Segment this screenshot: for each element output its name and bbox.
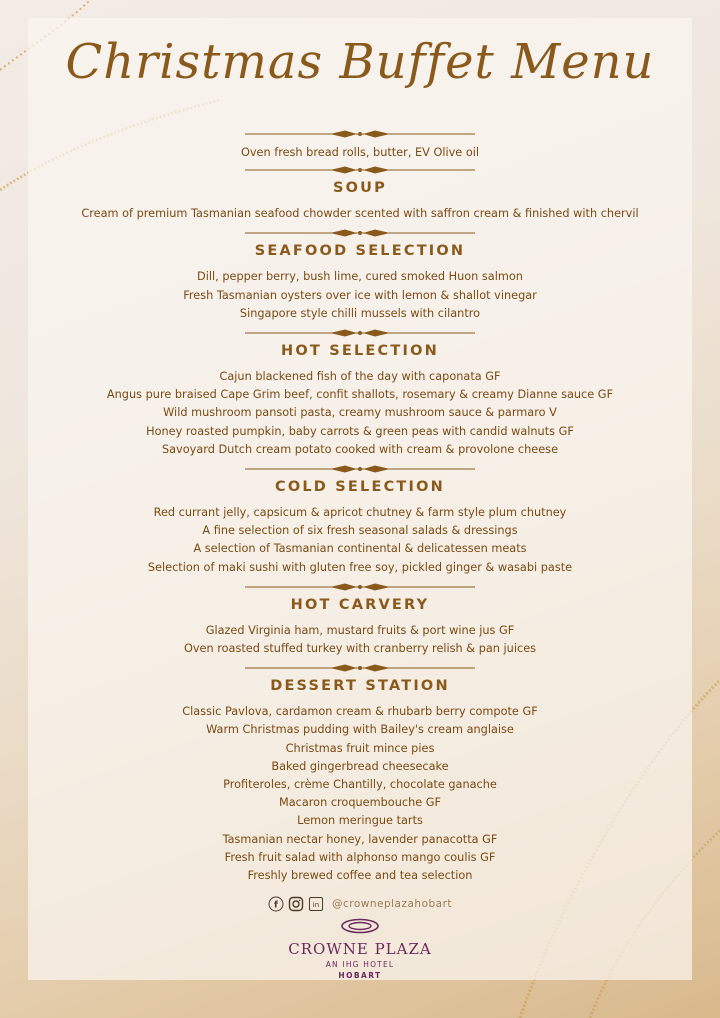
menu-item: Freshly brewed coffee and tea selection xyxy=(247,869,473,883)
menu-section xyxy=(0,327,720,459)
menu-item: Wild mushroom pansoti pasta, creamy mushroom sauce & parmaro V xyxy=(163,406,557,420)
menu-item: Fresh fruit salad with alphonso mango coulis GF xyxy=(224,850,496,864)
social-bar xyxy=(0,896,720,912)
menu-item: Cajun blackened fish of the day with caponata GF xyxy=(219,370,501,384)
ornament-divider xyxy=(0,164,720,176)
menu-title: Christmas Buffet Menu xyxy=(65,34,655,90)
menu-item: Profiteroles, crème Chantilly, chocolate ganache xyxy=(223,778,497,792)
menu-item: A fine selection of six fresh seasonal salads & dressings xyxy=(202,524,518,538)
facebook-icon[interactable] xyxy=(268,896,284,912)
menu-item: Red currant jelly, capsicum & apricot chutney & farm style plum chutney xyxy=(153,506,567,520)
menu-body xyxy=(0,126,720,889)
logo-city: HOBART xyxy=(338,971,382,980)
menu-item: Classic Pavlova, cardamon cream & rhubarb berry compote GF xyxy=(182,705,538,719)
crown-logo-icon xyxy=(340,918,380,934)
section-heading: DESSERT STATION xyxy=(270,678,450,695)
svg-text:f: f xyxy=(274,900,278,911)
section-heading: SOUP xyxy=(333,180,387,197)
menu-item: Macaron croquembouche GF xyxy=(278,796,442,810)
menu-item: Oven roasted stuffed turkey with cranberry relish & pan juices xyxy=(183,642,537,656)
instagram-icon[interactable] xyxy=(288,896,304,912)
menu-item: Baked gingerbread cheesecake xyxy=(271,759,449,773)
section-heading: HOT SELECTION xyxy=(281,343,439,360)
menu-item: Angus pure braised Cape Grim beef, confit shallots, rosemary & creamy Dianne sauce GF xyxy=(106,388,614,402)
ornament-divider xyxy=(0,227,720,239)
menu-section xyxy=(0,662,720,885)
ornament-divider xyxy=(0,463,720,475)
menu-item: Fresh Tasmanian oysters over ice with lemon & shallot vinegar xyxy=(183,288,537,302)
social-handle: @crowneplazahobart xyxy=(331,898,453,910)
ornament-divider xyxy=(0,662,720,674)
menu-item: Cream of premium Tasmanian seafood chowder scented with saffron cream & finished with chervil xyxy=(81,207,639,221)
menu-section xyxy=(0,164,720,223)
menu-item: Singapore style chilli mussels with cilantro xyxy=(239,306,481,320)
menu-item: A selection of Tasmanian continental & delicatessen meats xyxy=(193,542,527,556)
menu-section xyxy=(0,227,720,323)
menu-item: Dill, pepper berry, bush lime, cured smoked Huon salmon xyxy=(197,270,523,284)
menu-item: Warm Christmas pudding with Bailey's cream anglaise xyxy=(206,723,514,737)
linkedin-icon[interactable] xyxy=(308,896,324,912)
logo-sub: AN IHG HOTEL xyxy=(325,960,395,969)
svg-text:in: in xyxy=(312,901,320,909)
menu-section xyxy=(0,581,720,658)
crowne-plaza-logo xyxy=(0,918,720,980)
menu-section xyxy=(0,463,720,577)
menu-item: Savoyard Dutch cream potato cooked with cream & provolone cheese xyxy=(161,442,559,456)
ornament-divider xyxy=(0,128,720,140)
intro-item: Oven fresh bread rolls, butter, EV Olive oil xyxy=(240,146,480,159)
section-heading: COLD SELECTION xyxy=(275,479,445,496)
ornament-divider xyxy=(0,327,720,339)
ornament-divider xyxy=(0,581,720,593)
section-heading: HOT CARVERY xyxy=(290,596,430,613)
menu-item: Lemon meringue tarts xyxy=(297,814,423,828)
menu-item: Tasmanian nectar honey, lavender panacotta GF xyxy=(222,832,498,846)
menu-item: Glazed Virginia ham, mustard fruits & port wine jus GF xyxy=(205,623,515,637)
menu-item: Christmas fruit mince pies xyxy=(285,741,435,755)
menu-item: Selection of maki sushi with gluten free soy, pickled ginger & wasabi paste xyxy=(147,560,573,574)
section-heading: SEAFOOD SELECTION xyxy=(254,243,466,260)
logo-brand: CROWNE PLAZA xyxy=(288,940,432,958)
menu-item: Honey roasted pumpkin, baby carrots & green peas with candid walnuts GF xyxy=(146,424,574,438)
